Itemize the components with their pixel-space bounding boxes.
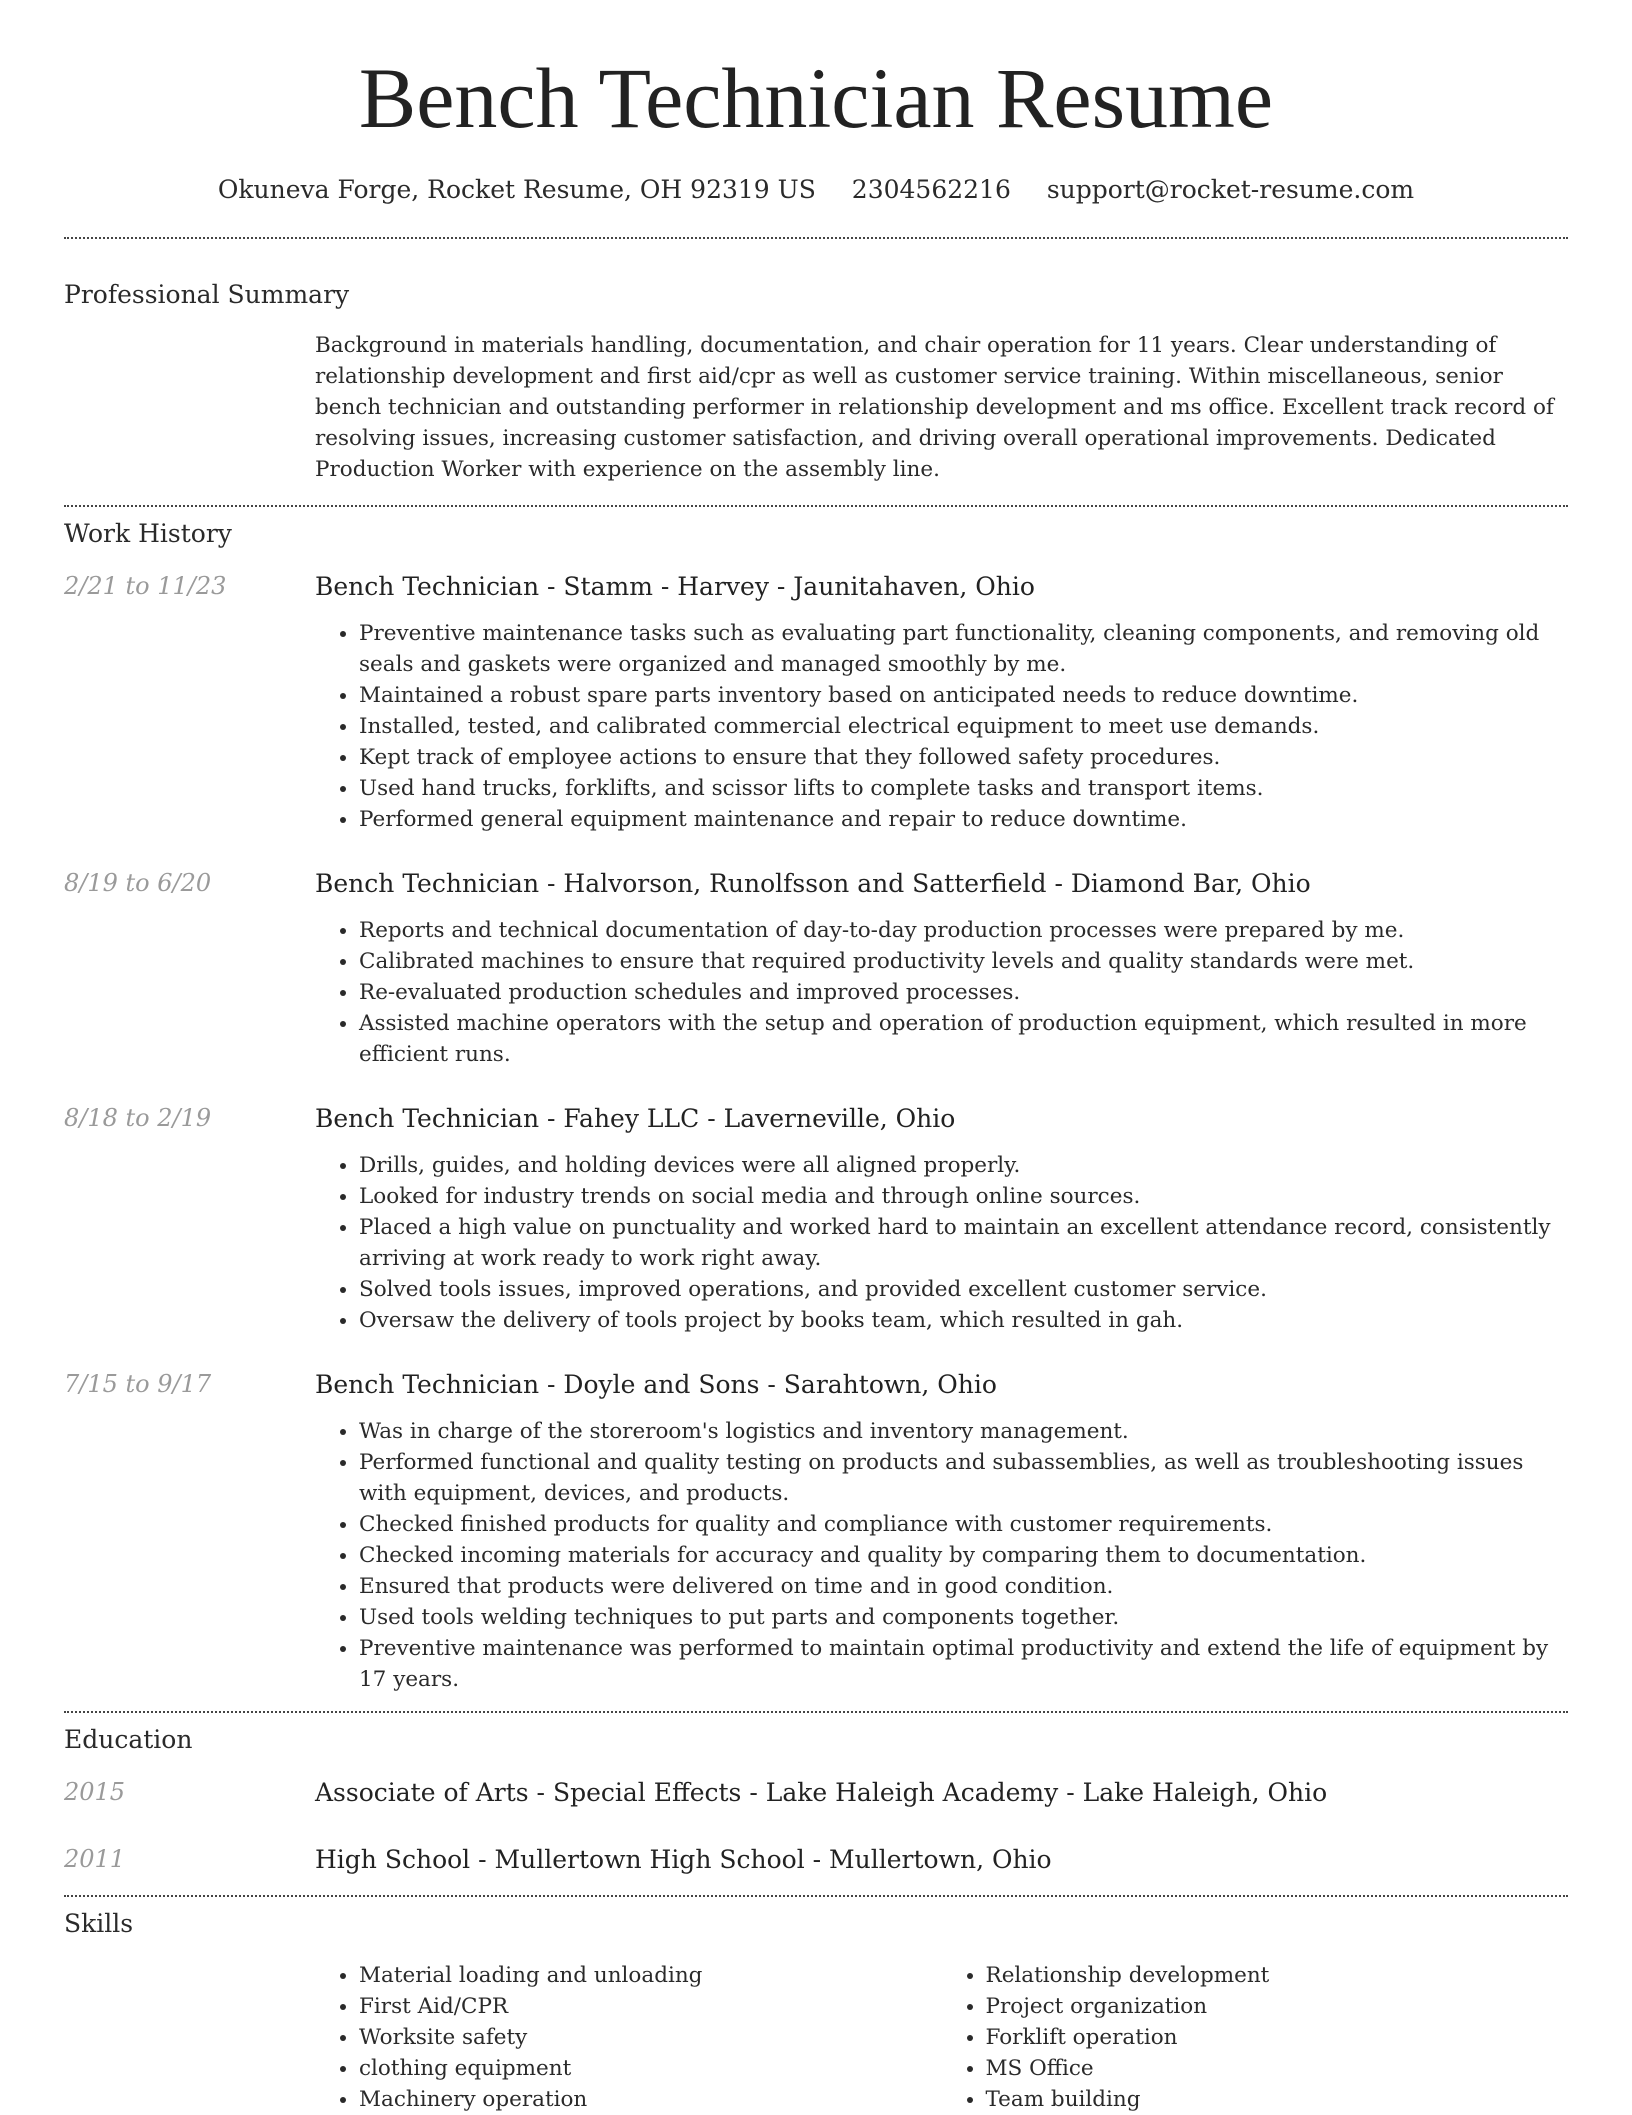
job-employer: Halvorson, Runolfsson and Satterfield (563, 869, 1047, 898)
job-title: Bench Technician (315, 1104, 540, 1133)
job-dates: 8/19 to 6/20 (64, 869, 212, 897)
work-divider (64, 1711, 1568, 1713)
education-year: 2011 (64, 1845, 126, 1873)
education-school: Lake Haleigh Academy (765, 1778, 1059, 1807)
job-duty: • Solved tools issues, improved operations, and provided excellent customer service. (359, 1274, 1568, 1305)
skills-heading: Skills (64, 1909, 134, 1938)
summary-divider (64, 505, 1568, 507)
job-duties (315, 915, 1568, 1070)
job-location: Sarahtown, Ohio (783, 1370, 997, 1399)
work-history-heading: Work History (64, 519, 232, 548)
job-entry (64, 1104, 1568, 1336)
work-history-section (64, 519, 1568, 1695)
job-heading: Bench Technician - Stamm - Harvey - Jaunitahaven, Ohio (315, 572, 1035, 601)
job-entry (64, 869, 1568, 1070)
skill-item: • Worksite safety (359, 2022, 942, 2053)
job-heading: Bench Technician - Halvorson, Runolfsson and Satterfield - Diamond Bar, Ohio (315, 869, 1311, 898)
job-duty: • Drills, guides, and holding devices were all aligned properly. (359, 1150, 1568, 1181)
skills-list-left (315, 1960, 942, 2115)
contact-email: support@rocket-resume.com (1046, 175, 1415, 204)
education-entry (64, 1845, 1568, 1875)
job-duty: • Placed a high value on punctuality and worked hard to maintain an excellent attendance record, consistently arriving at work ready to work right away. (359, 1212, 1568, 1274)
job-duty: • Maintained a robust spare parts inventory based on anticipated needs to reduce downtime. (359, 680, 1568, 711)
skills-section (64, 1909, 1568, 2115)
contact-line (64, 175, 1568, 204)
skill-item: • Forklift operation (986, 2022, 1569, 2053)
job-heading: Bench Technician - Doyle and Sons - Sarahtown, Ohio (315, 1370, 997, 1399)
job-duty: • Ensured that products were delivered on time and in good condition. (359, 1571, 1568, 1602)
job-duty: • Kept track of employee actions to ensure that they followed safety procedures. (359, 742, 1568, 773)
job-employer: Stamm - Harvey (563, 572, 769, 601)
education-heading-line: High School - Mullertown High School - Mullertown, Ohio (315, 1845, 1052, 1874)
contact-phone: 2304562216 (851, 175, 1011, 204)
job-duty: • Used tools welding techniques to put parts and components together. (359, 1602, 1568, 1633)
job-title: Bench Technician (315, 572, 540, 601)
job-duty: • Re-evaluated production schedules and improved processes. (359, 977, 1568, 1008)
job-duty: • Checked finished products for quality and compliance with customer requirements. (359, 1509, 1568, 1540)
job-duty: • Installed, tested, and calibrated commercial electrical equipment to meet use demands. (359, 711, 1568, 742)
job-dates: 7/15 to 9/17 (64, 1370, 212, 1398)
education-school: Mullertown High School (494, 1845, 805, 1874)
skill-item: • Team building (986, 2084, 1569, 2115)
job-duty: • Assisted machine operators with the setup and operation of production equipment, which resulted in more efficient runs. (359, 1008, 1568, 1070)
job-duty: • Calibrated machines to ensure that required productivity levels and quality standards were met. (359, 946, 1568, 977)
job-location: Laverneville, Ohio (723, 1104, 956, 1133)
job-title: Bench Technician (315, 1370, 540, 1399)
education-heading-line: Associate of Arts - Special Effects - Lake Haleigh Academy - Lake Haleigh, Ohio (315, 1778, 1328, 1807)
summary-text: Background in materials handling, documentation, and chair operation for 11 years. Clear understanding of relationship development and first aid/cpr as well as customer service training. Within miscellaneous, senior bench technician and outstanding performer in relationship development and ms office. Excellent track record of resolving issues, increasing customer satisfaction, and driving overall operational improvements. Dedicated Production Worker with experience on the assembly line. (315, 333, 1554, 482)
job-location: Jaunitahaven, Ohio (793, 572, 1035, 601)
job-duty: • Looked for industry trends on social media and through online sources. (359, 1181, 1568, 1212)
job-duty: • Oversaw the delivery of tools project by books team, which resulted in gah. (359, 1305, 1568, 1336)
job-entry (64, 572, 1568, 835)
resume-page (64, 0, 1568, 2115)
job-duty: • Used hand trucks, forklifts, and scissor lifts to complete tasks and transport items. (359, 773, 1568, 804)
education-degree: Associate of Arts (315, 1778, 529, 1807)
resume-title: Bench Technician Resume (358, 50, 1274, 146)
skills-list-right (942, 1960, 1569, 2115)
contact-address: Okuneva Forge, Rocket Resume, OH 92319 US (217, 175, 816, 204)
education-field: Special Effects (552, 1778, 742, 1807)
job-duty: • Checked incoming materials for accuracy and quality by comparing them to documentation. (359, 1540, 1568, 1571)
education-entry (64, 1778, 1568, 1808)
education-location: Mullertown, Ohio (829, 1845, 1052, 1874)
job-duty: • Preventive maintenance tasks such as evaluating part functionality, cleaning components, and removing old seals and gaskets were organized and managed smoothly by me. (359, 618, 1568, 680)
job-duty: • Performed functional and quality testing on products and subassemblies, as well as troubleshooting issues with equipment, devices, and products. (359, 1447, 1568, 1509)
job-heading: Bench Technician - Fahey LLC - Laverneville, Ohio (315, 1104, 956, 1133)
skill-item: • Material loading and unloading (359, 1960, 942, 1991)
education-section (64, 1725, 1568, 1875)
job-duties (315, 1416, 1568, 1695)
job-duty: • Performed general equipment maintenance and repair to reduce downtime. (359, 804, 1568, 835)
job-employer: Doyle and Sons (563, 1370, 760, 1399)
skills-spacer (64, 1960, 315, 2115)
skill-item: • clothing equipment (359, 2053, 942, 2084)
header-divider (64, 237, 1568, 239)
skill-item: • First Aid/CPR (359, 1991, 942, 2022)
job-entry (64, 1370, 1568, 1695)
job-location: Diamond Bar, Ohio (1070, 869, 1311, 898)
education-location: Lake Haleigh, Ohio (1082, 1778, 1328, 1807)
skill-item: • Relationship development (986, 1960, 1569, 1991)
job-dates: 2/21 to 11/23 (64, 572, 227, 600)
job-duties (315, 618, 1568, 835)
summary-heading: Professional Summary (64, 280, 350, 309)
job-duty: • Was in charge of the storeroom's logistics and inventory management. (359, 1416, 1568, 1447)
job-employer: Fahey LLC (563, 1104, 700, 1133)
education-year: 2015 (64, 1778, 126, 1806)
education-heading: Education (64, 1725, 193, 1754)
summary-section (64, 280, 1568, 485)
education-divider (64, 1895, 1568, 1897)
education-degree: High School (315, 1845, 471, 1874)
job-title: Bench Technician (315, 869, 540, 898)
job-duty: • Reports and technical documentation of day-to-day production processes were prepared by me. (359, 915, 1568, 946)
skill-item: • MS Office (986, 2053, 1569, 2084)
skill-item: • Project organization (986, 1991, 1569, 2022)
job-duty: • Preventive maintenance was performed to maintain optimal productivity and extend the life of equipment by 17 years. (359, 1633, 1568, 1695)
skill-item: • Machinery operation (359, 2084, 942, 2115)
job-duties (315, 1150, 1568, 1336)
job-dates: 8/18 to 2/19 (64, 1104, 212, 1132)
summary-spacer (64, 330, 315, 485)
